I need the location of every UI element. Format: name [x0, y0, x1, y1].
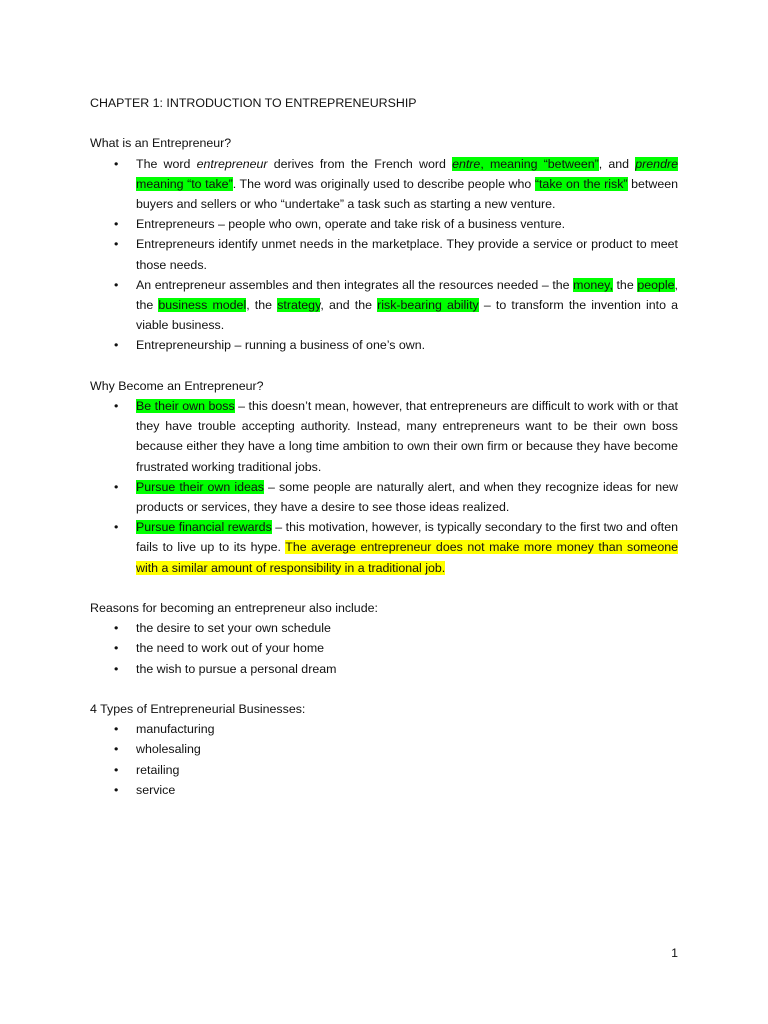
list-item: • wholesaling [90, 739, 678, 759]
bullet-list-types [90, 719, 678, 800]
bullet-item-entrepreneurship: • Entrepreneurship – running a business of one’s own. [90, 335, 678, 355]
spacer [90, 679, 678, 699]
section-heading-why-become: Why Become an Entrepreneur? [90, 378, 264, 393]
bullet-item-financial-rewards: • Pursue financial rewards – this motivation, however, is typically secondary to the first two and often fails to live up to its hype. The average entrepreneur does not make more money than someone with a similar amount of responsibility in a traditional job. [90, 517, 678, 578]
list-item: • retailing [90, 760, 678, 780]
spacer [90, 113, 678, 133]
bullet-item-own-boss: • Be their own boss – this doesn’t mean, however, that entrepreneurs are difficult to work with or that they have trouble accepting authority. Instead, many entrepreneurs want to be their own boss because either they have a long time ambition to own their own firm or because they have become frustrated working traditional jobs. [90, 396, 678, 477]
bullet-item-definition: • Entrepreneurs – people who own, operate and take risk of a business venture. [90, 214, 678, 234]
section-heading-reasons: Reasons for becoming an entrepreneur also include: [90, 601, 378, 616]
document-page [90, 93, 678, 800]
list-item: • the wish to pursue a personal dream [90, 659, 678, 679]
section-heading-types: 4 Types of Entrepreneurial Businesses: [90, 702, 306, 717]
bullet-item-unmet-needs: • Entrepreneurs identify unmet needs in the marketplace. They provide a service or product to meet those needs. [90, 234, 678, 274]
bullet-list-reasons [90, 618, 678, 679]
list-item: • service [90, 780, 678, 800]
page-number: 1 [671, 946, 678, 960]
bullet-list-what-is [90, 154, 678, 356]
bullet-item-own-ideas: • Pursue their own ideas – some people are naturally alert, and when they recognize ideas for new products or services, they have a desire to see those ideas realized. [90, 477, 678, 517]
chapter-title: CHAPTER 1: INTRODUCTION TO ENTREPRENEURSHIP [90, 96, 417, 110]
list-item: • manufacturing [90, 719, 678, 739]
bullet-item-resources: • An entrepreneur assembles and then integrates all the resources needed – the money, the people, the business model, the strategy, and the risk-bearing ability – to transform the invention into a viable business. [90, 275, 678, 336]
spacer [90, 356, 678, 376]
list-item: • the desire to set your own schedule [90, 618, 678, 638]
bullet-list-why-become [90, 396, 678, 578]
bullet-item-etymology: • The word entrepreneur derives from the French word entre, meaning “between”, and prendre meaning “to take”. The word was originally used to describe people who “take on the risk” between buyers and sellers or who “undertake” a task such as starting a new venture. [90, 154, 678, 215]
list-item: • the need to work out of your home [90, 638, 678, 658]
section-heading-what-is-entrepreneur: What is an Entrepreneur? [90, 136, 232, 151]
spacer [90, 578, 678, 598]
